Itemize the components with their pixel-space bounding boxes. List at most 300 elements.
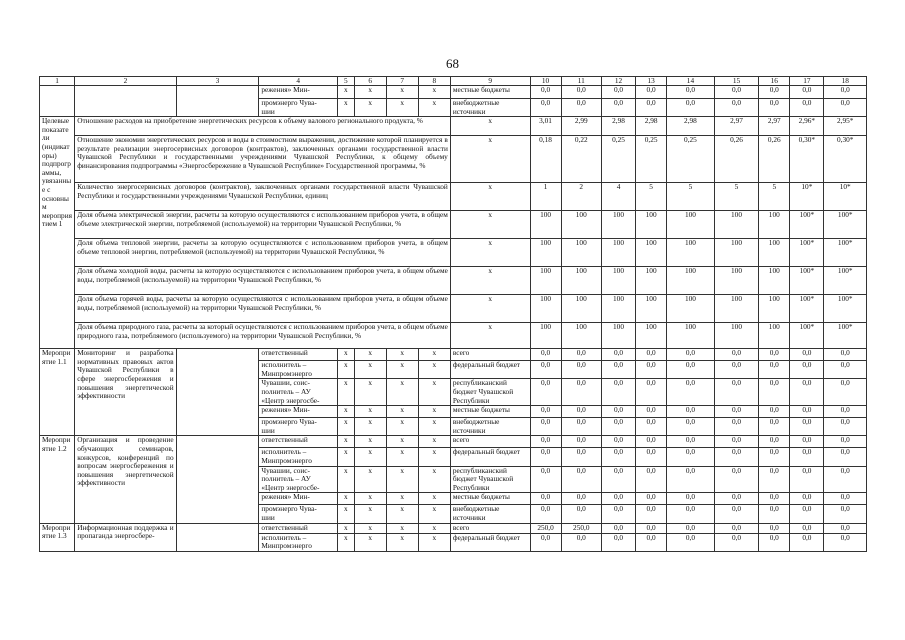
value-cell: 0,0 <box>530 379 561 406</box>
value-cell: 0,0 <box>759 493 790 505</box>
mark-cell: x <box>338 379 355 406</box>
goal-cell <box>176 523 259 551</box>
value-cell: 0,0 <box>636 361 667 379</box>
value-cell: 0,0 <box>759 418 790 436</box>
value-cell: 0,0 <box>530 448 561 466</box>
responsible-line: режения» Мин- <box>261 492 310 502</box>
mark-cell: x <box>338 448 355 466</box>
indicator-value: 5 <box>759 183 790 211</box>
column-number: 2 <box>75 77 176 86</box>
indicator-value: 100 <box>636 211 667 239</box>
indicator-value: 100 <box>561 323 601 349</box>
value-cell: 0,0 <box>824 448 867 466</box>
mark-cell: x <box>338 406 355 418</box>
value-cell: 0,0 <box>601 493 635 505</box>
mark-cell: x <box>386 505 418 523</box>
value-cell: 0,0 <box>636 86 667 99</box>
value-cell: 0,0 <box>790 99 824 117</box>
indicator-value: 100 <box>601 323 635 349</box>
value-cell: 0,0 <box>824 466 867 493</box>
value-cell: 0,0 <box>601 448 635 466</box>
indicator-value: 100* <box>824 295 867 323</box>
mark-cell: x <box>386 349 418 361</box>
responsible-line: Минпромэнерго <box>261 541 312 551</box>
mark-cell: x <box>338 361 355 379</box>
indicator-text: Доля объема тепловой энергии, расчеты за которую осуществляются с использованием приборов учета, в общем объеме тепловой энергии, потребляемой (используемой) на территории Чувашской Республики, % <box>75 239 451 267</box>
value-cell: 0,0 <box>530 406 561 418</box>
mark-cell: x <box>386 436 418 448</box>
mark-cell: x <box>386 418 418 436</box>
responsible-line: режения» Мин- <box>261 405 310 415</box>
value-cell: 0,0 <box>759 448 790 466</box>
responsible-cell <box>259 349 338 361</box>
funding-source: внебюджетные источники <box>450 99 530 117</box>
indicator-value: 100 <box>530 211 561 239</box>
indicator-value: 100 <box>667 267 715 295</box>
indicator-row <box>40 136 867 183</box>
indicator-value: 100 <box>530 323 561 349</box>
indicator-value: 10* <box>790 183 824 211</box>
value-cell: 0,0 <box>636 505 667 523</box>
mark-cell: x <box>338 523 355 533</box>
indicator-mark: x <box>450 183 530 211</box>
responsible-line: промэнерго Чува- <box>261 504 317 514</box>
value-cell: 0,0 <box>667 505 715 523</box>
value-cell: 0,0 <box>561 418 601 436</box>
mark-cell: x <box>418 418 450 436</box>
responsible-cell <box>259 436 338 448</box>
value-cell: 0,0 <box>714 349 759 361</box>
indicator-value: 100 <box>759 267 790 295</box>
value-cell: 0,0 <box>824 436 867 448</box>
value-cell: 0,0 <box>636 406 667 418</box>
value-cell: 0,0 <box>530 418 561 436</box>
value-cell: 0,0 <box>667 523 715 533</box>
indicator-value: 100 <box>759 211 790 239</box>
indicator-value: 100* <box>790 267 824 295</box>
measure-label: Мероприятие 1.1 <box>40 349 75 436</box>
value-cell: 0,0 <box>714 86 759 99</box>
value-cell: 0,0 <box>790 349 824 361</box>
value-cell: 0,0 <box>601 361 635 379</box>
budget-table <box>39 76 867 552</box>
value-cell: 0,0 <box>824 379 867 406</box>
value-cell: 0,0 <box>714 418 759 436</box>
mark-cell: x <box>418 436 450 448</box>
indicator-value: 100 <box>636 267 667 295</box>
indicator-value: 1 <box>530 183 561 211</box>
mark-cell: x <box>386 493 418 505</box>
value-cell: 0,0 <box>561 533 601 551</box>
value-cell: 0,0 <box>636 533 667 551</box>
column-number: 14 <box>667 77 715 86</box>
mark-cell: x <box>418 448 450 466</box>
value-cell: 0,0 <box>601 349 635 361</box>
indicator-value: 2,96* <box>790 117 824 136</box>
indicator-row <box>40 295 867 323</box>
responsible-line: промэнерго Чува- <box>261 98 317 107</box>
mark-cell: x <box>418 505 450 523</box>
value-cell: 0,0 <box>759 361 790 379</box>
column-number-row <box>40 77 867 86</box>
value-cell: 0,0 <box>601 533 635 551</box>
responsible-line: шии <box>261 512 275 522</box>
responsible-cell <box>259 99 338 117</box>
value-cell: 0,0 <box>790 436 824 448</box>
mark-cell: x <box>386 379 418 406</box>
value-cell: 0,0 <box>714 436 759 448</box>
value-cell: 0,0 <box>714 406 759 418</box>
responsible-cell <box>259 406 338 418</box>
value-cell: 0,0 <box>714 99 759 117</box>
indicator-text: Отношение расходов на приобретение энергетических ресурсов к объему валового регионального продукта, % <box>75 117 451 136</box>
page-number: 68 <box>446 56 459 71</box>
value-cell: 0,0 <box>824 493 867 505</box>
funding-source: внебюджетные источники <box>450 418 530 436</box>
column-number: 4 <box>259 77 338 86</box>
responsible-line: «Центр энергосбе- <box>261 482 320 492</box>
value-cell: 0,0 <box>790 448 824 466</box>
responsible-line: промэнерго Чува- <box>261 417 317 427</box>
mark-cell: x <box>338 349 355 361</box>
indicator-row <box>40 267 867 295</box>
mark-cell: x <box>418 379 450 406</box>
value-cell: 0,0 <box>759 533 790 551</box>
indicator-value: 100 <box>759 239 790 267</box>
value-cell: 0,0 <box>667 466 715 493</box>
mark-cell: x <box>354 406 386 418</box>
value-cell: 0,0 <box>714 361 759 379</box>
value-cell: 0,0 <box>561 448 601 466</box>
table-row <box>40 349 867 361</box>
responsible-line: исполнитель – <box>261 447 307 457</box>
indicator-value: 100 <box>601 295 635 323</box>
mark-cell: x <box>418 361 450 379</box>
mark-cell: x <box>418 99 450 117</box>
value-cell: 0,0 <box>790 361 824 379</box>
indicator-value: 2 <box>561 183 601 211</box>
mark-cell: x <box>418 533 450 551</box>
mark-cell: x <box>418 523 450 533</box>
indicator-text: Доля объема природного газа, расчеты за который осуществляются с использованием приборов учета, в общем объеме природного газа, потребляемого (используемого) на территории Чувашской Республики, % <box>75 323 451 349</box>
column-number: 1 <box>40 77 75 86</box>
funding-source: республиканский бюджет Чувашской Республики <box>450 466 530 493</box>
indicator-value: 0,22 <box>561 136 601 183</box>
goal-cell <box>176 436 259 523</box>
value-cell: 0,0 <box>530 361 561 379</box>
mark-cell: x <box>338 86 355 99</box>
mark-cell: x <box>354 436 386 448</box>
value-cell: 0,0 <box>759 349 790 361</box>
value-cell: 0,0 <box>759 436 790 448</box>
indicator-value: 100 <box>530 295 561 323</box>
measure-name: Информационная поддержка и пропаганда энергосбере- <box>75 523 176 551</box>
indicator-value: 100* <box>790 323 824 349</box>
value-cell: 0,0 <box>759 523 790 533</box>
value-cell: 0,0 <box>824 349 867 361</box>
responsible-cell <box>259 418 338 436</box>
value-cell: 0,0 <box>790 418 824 436</box>
mark-cell: x <box>354 523 386 533</box>
responsible-line: ответственный <box>261 435 308 445</box>
value-cell: 0,0 <box>636 379 667 406</box>
indicator-mark: x <box>450 239 530 267</box>
funding-source: федеральный бюджет <box>450 533 530 551</box>
responsible-line: исполнитель – <box>261 360 307 370</box>
value-cell: 0,0 <box>601 379 635 406</box>
responsible-cell <box>259 533 338 551</box>
responsible-cell <box>259 379 338 406</box>
value-cell: 0,0 <box>790 523 824 533</box>
value-cell: 0,0 <box>636 436 667 448</box>
value-cell: 0,0 <box>636 466 667 493</box>
funding-source: всего <box>450 436 530 448</box>
indicator-mark: x <box>450 117 530 136</box>
value-cell: 0,0 <box>601 436 635 448</box>
table-row <box>40 86 867 99</box>
value-cell: 0,0 <box>561 379 601 406</box>
mark-cell: x <box>354 99 386 117</box>
indicator-value: 100 <box>636 295 667 323</box>
indicator-value: 0,25 <box>636 136 667 183</box>
mark-cell: x <box>338 99 355 117</box>
value-cell: 0,0 <box>714 533 759 551</box>
indicator-value: 100 <box>714 239 759 267</box>
value-cell: 0,0 <box>601 86 635 99</box>
value-cell: 0,0 <box>561 99 601 117</box>
value-cell: 0,0 <box>561 86 601 99</box>
measure-label: Мероприятие 1.2 <box>40 436 75 523</box>
indicator-value: 0,25 <box>667 136 715 183</box>
indicator-value: 2,97 <box>759 117 790 136</box>
measure-name: Мониторинг и разработка нормативных правовых актов Чувашской Республики в сфере энергосбережения и повышения энергетической эффективности <box>75 349 176 436</box>
indicator-mark: x <box>450 267 530 295</box>
indicator-value: 100 <box>601 211 635 239</box>
value-cell: 0,0 <box>561 493 601 505</box>
value-cell: 0,0 <box>790 533 824 551</box>
value-cell: 0,0 <box>824 418 867 436</box>
table-row <box>40 436 867 448</box>
column-number: 8 <box>418 77 450 86</box>
value-cell: 0,0 <box>530 505 561 523</box>
indicator-text: Количество энергосервисных договоров (контрактов), заключенных органами государственной власти Чувашской Республики и государственными учреждениями Чувашской Республики, единиц <box>75 183 451 211</box>
measure-name: Организация и проведение обучающих семинаров, конкурсов, конференций по вопросам энергосбережения и повышения энергетической эффективности <box>75 436 176 523</box>
responsible-cell <box>259 523 338 533</box>
value-cell: 0,0 <box>667 99 715 117</box>
value-cell: 0,0 <box>714 523 759 533</box>
value-cell: 0,0 <box>667 406 715 418</box>
mark-cell: x <box>418 406 450 418</box>
value-cell: 0,0 <box>824 523 867 533</box>
value-cell: 0,0 <box>667 86 715 99</box>
indicator-value: 0,30* <box>790 136 824 183</box>
value-cell: 0,0 <box>790 406 824 418</box>
column-number: 15 <box>714 77 759 86</box>
indicator-row <box>40 211 867 239</box>
column-number: 12 <box>601 77 635 86</box>
indicator-value: 100 <box>714 267 759 295</box>
indicator-text: Отношение экономии энергетических ресурсов и воды в стоимостном выражении, достижение которой планируется в результате реализации энергосервисных договоров (контрактов), заключенных органами государственной власти Чувашской Республики и государственными учреждениями Чувашской Республики, к общему объему финансирования подпрограммы «Энергосбережение в Чувашской Республике» Государственной программы, % <box>75 136 451 183</box>
value-cell: 0,0 <box>636 349 667 361</box>
responsible-line: ответственный <box>261 348 308 358</box>
value-cell: 0,0 <box>824 99 867 117</box>
indicator-mark: x <box>450 323 530 349</box>
indicator-row <box>40 323 867 349</box>
indicator-value: 0,30* <box>824 136 867 183</box>
mark-cell: x <box>354 349 386 361</box>
indicator-value: 0,25 <box>601 136 635 183</box>
indicator-text: Доля объема холодной воды, расчеты за которую осуществляются с использованием приборов учета, в общем объеме воды, потребляемой (используемой) на территории Чувашской Республики, % <box>75 267 451 295</box>
value-cell: 0,0 <box>714 466 759 493</box>
value-cell: 0,0 <box>636 418 667 436</box>
column-number: 5 <box>338 77 355 86</box>
mark-cell: x <box>354 379 386 406</box>
mark-cell: x <box>386 361 418 379</box>
value-cell: 0,0 <box>636 448 667 466</box>
indicator-text: Доля объема электрической энергии, расчеты за которую осуществляются с использованием приборов учета, в общем объеме электрической энергии, потребляемой (используемой) на территории Чувашской Республики, % <box>75 211 451 239</box>
responsible-line: полнитель – АУ <box>261 474 311 484</box>
responsible-line: шии <box>261 106 275 116</box>
mark-cell: x <box>338 505 355 523</box>
mark-cell: x <box>354 505 386 523</box>
value-cell: 0,0 <box>561 436 601 448</box>
responsible-cell <box>259 466 338 493</box>
indicator-value: 2,98 <box>667 117 715 136</box>
value-cell: 0,0 <box>530 436 561 448</box>
responsible-line: шии <box>261 425 275 435</box>
indicator-value: 10* <box>824 183 867 211</box>
column-number: 11 <box>561 77 601 86</box>
value-cell: 0,0 <box>636 523 667 533</box>
mark-cell: x <box>354 493 386 505</box>
indicator-value: 0,26 <box>714 136 759 183</box>
column-number: 3 <box>176 77 259 86</box>
value-cell: 0,0 <box>667 493 715 505</box>
value-cell: 0,0 <box>714 448 759 466</box>
value-cell: 0,0 <box>759 406 790 418</box>
indicator-value: 100 <box>667 295 715 323</box>
value-cell: 0,0 <box>759 99 790 117</box>
value-cell: 0,0 <box>561 349 601 361</box>
value-cell: 0,0 <box>530 533 561 551</box>
value-cell: 0,0 <box>790 379 824 406</box>
responsible-line: ответственный <box>261 523 308 532</box>
value-cell: 0,0 <box>790 86 824 99</box>
indicator-value: 100 <box>561 239 601 267</box>
funding-source: местные бюджеты <box>450 493 530 505</box>
value-cell: 0,0 <box>601 505 635 523</box>
indicator-value: 100 <box>530 267 561 295</box>
mark-cell: x <box>386 533 418 551</box>
mark-cell: x <box>354 418 386 436</box>
value-cell: 0,0 <box>601 523 635 533</box>
responsible-cell <box>259 493 338 505</box>
mark-cell: x <box>418 86 450 99</box>
responsible-line: Минпромэнерго <box>261 455 312 465</box>
value-cell: 0,0 <box>824 406 867 418</box>
indicator-value: 0,18 <box>530 136 561 183</box>
value-cell: 0,0 <box>561 466 601 493</box>
value-cell: 0,0 <box>561 505 601 523</box>
indicator-value: 100* <box>790 211 824 239</box>
value-cell: 0,0 <box>667 361 715 379</box>
value-cell: 0,0 <box>667 379 715 406</box>
indicator-text: Доля объема горячей воды, расчеты за которую осуществляются с использованием приборов учета, в общем объеме воды, потребляемой (используемой) на территории Чувашской Республики, % <box>75 295 451 323</box>
mark-cell: x <box>418 493 450 505</box>
indicator-value: 100 <box>667 323 715 349</box>
measure-name-cell <box>75 86 176 117</box>
value-cell: 0,0 <box>601 99 635 117</box>
funding-source: федеральный бюджет <box>450 361 530 379</box>
value-cell: 0,0 <box>790 466 824 493</box>
indicator-value: 100 <box>601 239 635 267</box>
responsible-cell <box>259 505 338 523</box>
mark-cell: x <box>386 466 418 493</box>
indicator-row <box>40 117 867 136</box>
indicator-value: 2,95* <box>824 117 867 136</box>
indicator-value: 100 <box>667 239 715 267</box>
funding-source: внебюджетные источники <box>450 505 530 523</box>
mark-cell: x <box>386 99 418 117</box>
value-cell: 0,0 <box>824 86 867 99</box>
value-cell: 250,0 <box>530 523 561 533</box>
goal-cell <box>176 349 259 436</box>
indicator-value: 0,26 <box>759 136 790 183</box>
indicator-value: 2,98 <box>601 117 635 136</box>
value-cell: 0,0 <box>667 436 715 448</box>
column-number: 10 <box>530 77 561 86</box>
value-cell: 0,0 <box>759 505 790 523</box>
indicator-value: 2,98 <box>636 117 667 136</box>
indicator-value: 100 <box>636 239 667 267</box>
column-number: 9 <box>450 77 530 86</box>
funding-source: федеральный бюджет <box>450 448 530 466</box>
funding-source: республиканский бюджет Чувашской Республики <box>450 379 530 406</box>
indicator-value: 100 <box>759 323 790 349</box>
measure-label-cell <box>40 86 75 117</box>
value-cell: 0,0 <box>790 505 824 523</box>
mark-cell: x <box>418 466 450 493</box>
value-cell: 0,0 <box>790 493 824 505</box>
value-cell: 0,0 <box>714 505 759 523</box>
mark-cell: x <box>354 448 386 466</box>
indicator-value: 100 <box>714 323 759 349</box>
value-cell: 0,0 <box>530 349 561 361</box>
indicator-value: 100* <box>824 323 867 349</box>
responsible-line: Чувашии, соис- <box>261 378 310 388</box>
mark-cell: x <box>338 466 355 493</box>
value-cell: 0,0 <box>601 406 635 418</box>
mark-cell: x <box>338 533 355 551</box>
mark-cell: x <box>386 406 418 418</box>
column-number: 7 <box>386 77 418 86</box>
measure-label: Мероприятие 1.3 <box>40 523 75 551</box>
value-cell: 0,0 <box>601 466 635 493</box>
value-cell: 0,0 <box>759 86 790 99</box>
value-cell: 0,0 <box>667 533 715 551</box>
responsible-line: полнитель – АУ <box>261 386 311 396</box>
responsible-line: «Центр энергосбе- <box>261 395 320 405</box>
indicator-value: 100 <box>636 323 667 349</box>
indicator-mark: x <box>450 211 530 239</box>
indicator-value: 100 <box>714 295 759 323</box>
indicator-value: 4 <box>601 183 635 211</box>
indicator-value: 100* <box>824 211 867 239</box>
mark-cell: x <box>338 418 355 436</box>
responsible-line: исполнитель – <box>261 533 307 542</box>
indicator-value: 100 <box>561 267 601 295</box>
mark-cell: x <box>418 349 450 361</box>
